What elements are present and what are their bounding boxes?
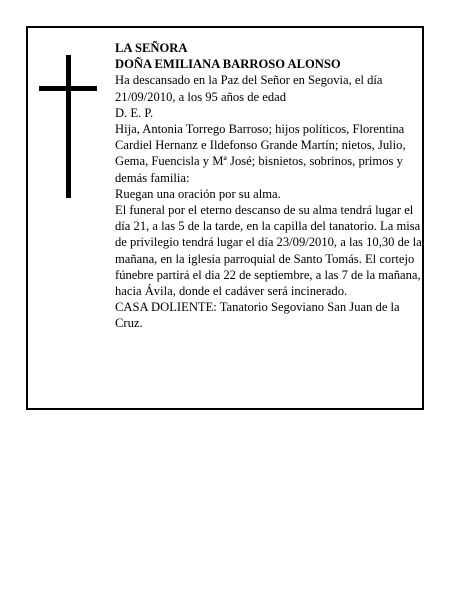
cross-icon [39,55,97,198]
prayer-request: Ruegan una oración por su alma. [115,186,281,201]
notice-heading: LA SEÑORA [115,41,188,55]
obituary-notice [26,26,424,410]
funeral-details: El funeral por el eterno descanso de su alma tendrá lugar el día 21, a las 5 de la tarde, en la capilla del tanatorio. La misa de privilegio tendrá lugar el día 23/09/2010, a las 10,30 de la mañana, en la iglesia parroquial de Santo Tomás. El cortejo fúnebre partirá el dia 22 de septiembre, a las 7 de la mañana, hacia Ávila, donde el cadáver será incinerado. [115,203,422,299]
notice-text [115,40,425,332]
cross-horizontal-bar [39,86,97,91]
cross-vertical-bar [66,55,71,198]
family-list: Hija, Antonia Torrego Barroso; hijos políticos, Florentina Cardiel Hernanz e Ildefonso Grande Martín; nietos, Julio, Gema, Fuencisla y Mª José; bisnietos, sobrinos, primos y demás familia: [115,122,406,185]
death-announcement: Ha descansado en la Paz del Señor en Segovia, el día 21/09/2010, a los 95 años de edad [115,73,383,104]
mourning-house: CASA DOLIENTE: Tanatorio Segoviano San Juan de la Cruz. [115,300,400,331]
deceased-name: DOÑA EMILIANA BARROSO ALONSO [115,57,341,72]
dep-text: D. E. P. [115,105,154,120]
